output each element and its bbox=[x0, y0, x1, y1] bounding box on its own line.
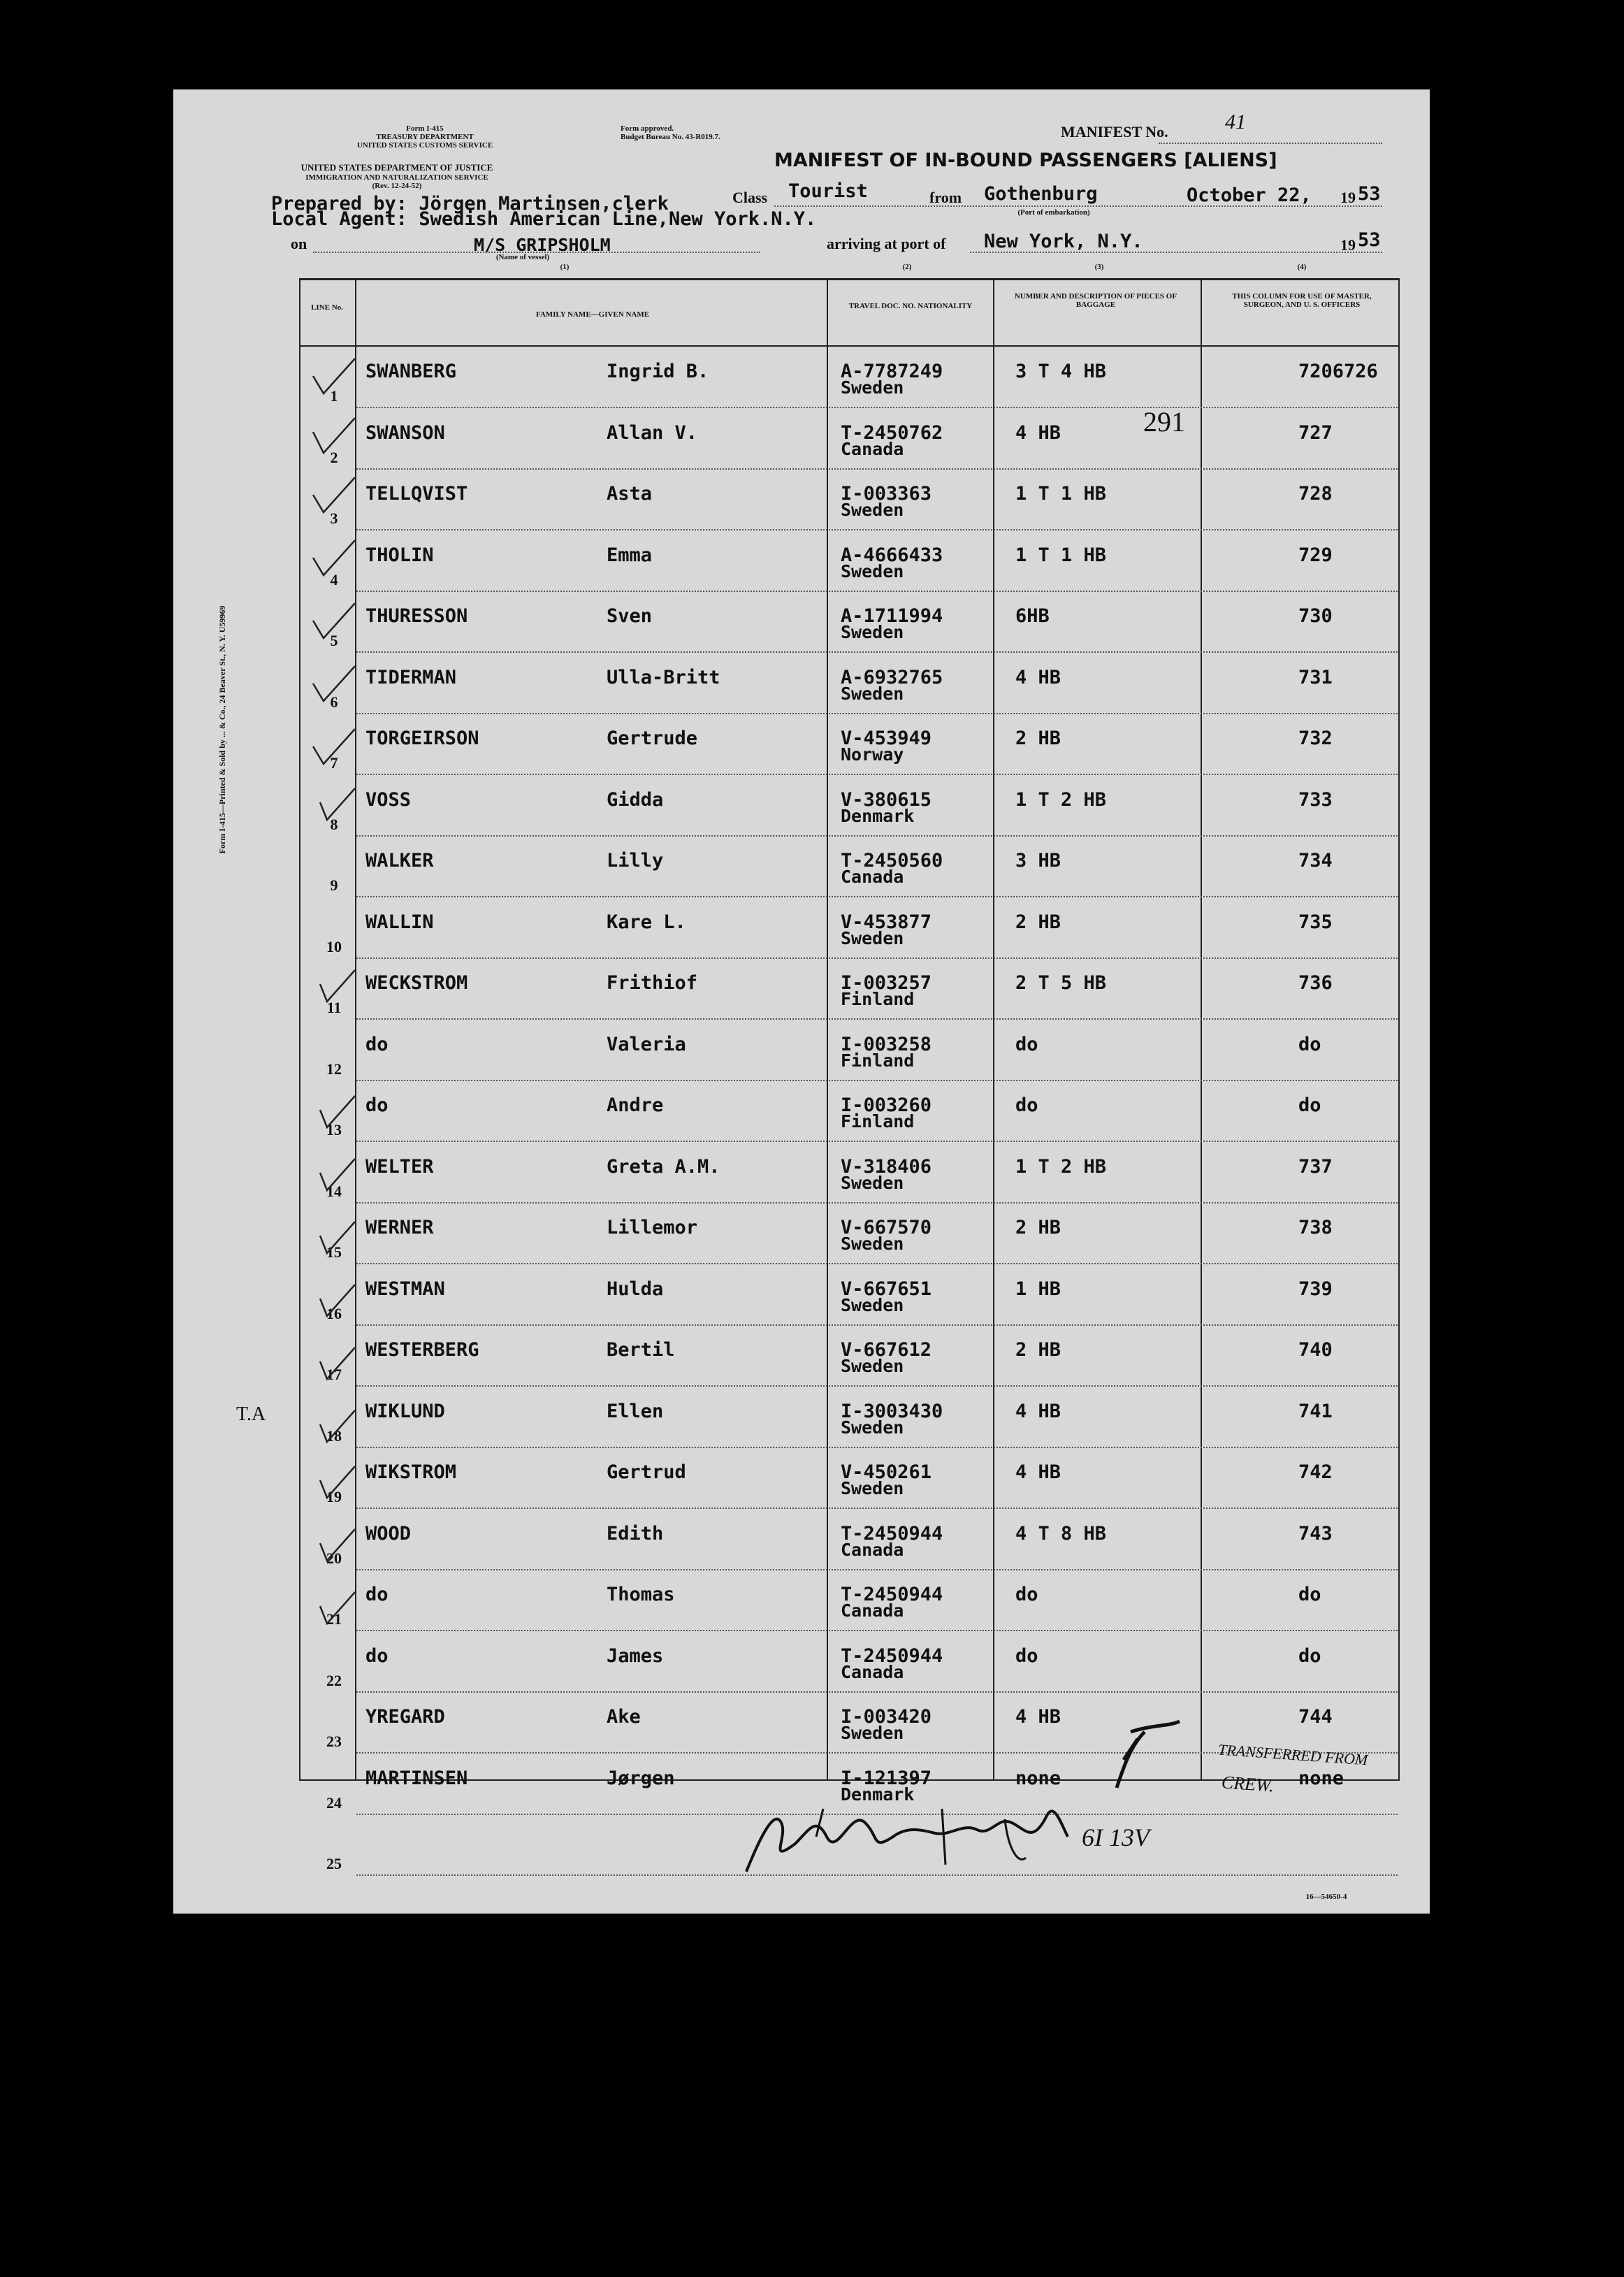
family-name: WALLIN bbox=[365, 911, 434, 933]
line-number: 21 bbox=[326, 1610, 342, 1628]
arrival-port: New York, N.Y. bbox=[984, 231, 1143, 252]
nationality: Sweden bbox=[841, 1417, 904, 1438]
nationality: Canada bbox=[841, 1600, 904, 1621]
header-name: FAMILY NAME—GIVEN NAME bbox=[535, 310, 650, 319]
travel-doc-number: I-003420 bbox=[841, 1706, 932, 1728]
from-port: Gothenburg bbox=[984, 183, 1098, 205]
baggage: 2 HB bbox=[1015, 911, 1061, 933]
travel-doc-number: V-453877 bbox=[841, 911, 932, 933]
officer-number: 727 bbox=[1298, 421, 1333, 444]
line-number: 2 bbox=[330, 448, 338, 466]
given-name: Gertrude bbox=[607, 728, 698, 749]
line-number: 20 bbox=[326, 1549, 342, 1567]
baggage: 2 T 5 HB bbox=[1015, 972, 1107, 994]
baggage: 1 T 2 HB bbox=[1015, 788, 1107, 811]
travel-doc-number: T-2450762 bbox=[841, 421, 943, 444]
line-number: 3 bbox=[330, 509, 338, 527]
line-number: 7 bbox=[330, 754, 338, 772]
justice-dept: UNITED STATES DEPARTMENT OF JUSTICE bbox=[300, 162, 493, 173]
family-name: WIKSTROM bbox=[365, 1461, 457, 1483]
baggage: 4 HB bbox=[1015, 1400, 1061, 1422]
nationality: Finland bbox=[841, 1111, 915, 1132]
family-name: WESTMAN bbox=[365, 1278, 445, 1300]
revision: (Rev. 12-24-52) bbox=[372, 182, 422, 190]
family-name: WECKSTROM bbox=[365, 972, 468, 994]
baggage: 1 HB bbox=[1015, 1278, 1061, 1300]
officer-number: 743 bbox=[1298, 1522, 1333, 1545]
family-name: TORGEIRSON bbox=[365, 728, 479, 749]
line-number: 10 bbox=[326, 937, 342, 955]
line-number: 17 bbox=[326, 1366, 342, 1383]
line-number: 25 bbox=[326, 1855, 342, 1872]
line-number: 8 bbox=[330, 815, 338, 833]
line-number: 1 bbox=[330, 387, 338, 405]
margin-mark: T.A bbox=[236, 1403, 266, 1425]
vessel-caption: (Name of vessel) bbox=[495, 253, 550, 261]
nationality: Norway bbox=[841, 744, 904, 765]
customs-service: UNITED STATES CUSTOMS SERVICE bbox=[356, 141, 493, 150]
officer-number: do bbox=[1298, 1094, 1321, 1116]
travel-doc-number: V-453949 bbox=[841, 728, 932, 749]
given-name: Gidda bbox=[607, 788, 664, 811]
baggage: 3 T 4 HB bbox=[1015, 361, 1107, 382]
year-value: 53 bbox=[1358, 183, 1381, 205]
travel-doc-number: A-6932765 bbox=[841, 666, 943, 688]
baggage: do bbox=[1015, 1094, 1038, 1116]
nationality: Sweden bbox=[841, 1294, 904, 1315]
officer-number: 738 bbox=[1298, 1217, 1333, 1238]
nationality: Sweden bbox=[841, 1723, 904, 1743]
travel-doc-number: T-2450944 bbox=[841, 1522, 943, 1545]
family-name: THURESSON bbox=[365, 605, 468, 627]
officer-number: none bbox=[1298, 1767, 1344, 1789]
given-name: Ingrid B. bbox=[607, 361, 709, 382]
family-name: MARTINSEN bbox=[365, 1767, 468, 1789]
local-agent: Local Agent: Swedish American Line,New York.N.Y. bbox=[271, 208, 817, 230]
manifest-number: 41 bbox=[1225, 110, 1246, 133]
family-name: do bbox=[365, 1033, 389, 1055]
year-prefix: 19 bbox=[1340, 189, 1356, 206]
officer-number: 744 bbox=[1298, 1706, 1333, 1728]
line-number: 15 bbox=[326, 1243, 342, 1261]
line-number: 22 bbox=[326, 1671, 342, 1689]
budget-bureau: Budget Bureau No. 43-R019.7. bbox=[621, 133, 720, 141]
given-name: Edith bbox=[607, 1522, 664, 1545]
family-name: WELTER bbox=[365, 1155, 434, 1178]
col-number-4: (4) bbox=[1297, 263, 1307, 271]
nationality: Sweden bbox=[841, 683, 904, 704]
officer-number: 734 bbox=[1298, 850, 1333, 872]
travel-doc-number: A-1711994 bbox=[841, 605, 943, 627]
manifest-label: MANIFEST No. bbox=[1061, 123, 1168, 140]
departure-date: October 22, bbox=[1187, 185, 1312, 206]
form-approved: Form approved. bbox=[621, 124, 674, 133]
given-name: Allan V. bbox=[607, 421, 698, 444]
col-number-1: (1) bbox=[560, 263, 570, 271]
family-name: SWANSON bbox=[365, 421, 445, 444]
crew-note: CREW. bbox=[1221, 1772, 1275, 1796]
family-name: YREGARD bbox=[365, 1706, 445, 1728]
baggage: 4 HB bbox=[1015, 666, 1061, 688]
officer-number: 736 bbox=[1298, 972, 1333, 994]
travel-doc-number: I-003363 bbox=[841, 483, 932, 505]
transferred-note: TRANSFERRED FROM bbox=[1217, 1740, 1369, 1769]
baggage: 4 HB bbox=[1015, 1706, 1061, 1728]
nationality: Sweden bbox=[841, 500, 904, 520]
check-slash bbox=[1103, 1718, 1187, 1795]
nationality: Canada bbox=[841, 1539, 904, 1560]
officer-number: 729 bbox=[1298, 544, 1333, 566]
port-embark-caption: (Port of embarkation) bbox=[1017, 208, 1090, 217]
given-name: Frithiof bbox=[607, 972, 698, 994]
family-name: SWANBERG bbox=[365, 361, 457, 382]
nationality: Denmark bbox=[841, 1784, 915, 1805]
officer-number: do bbox=[1298, 1644, 1321, 1667]
given-name: Lillemor bbox=[607, 1217, 698, 1238]
given-name: Sven bbox=[607, 605, 653, 627]
travel-doc-number: V-667651 bbox=[841, 1278, 932, 1300]
travel-doc-number: T-2450560 bbox=[841, 850, 943, 872]
header-officers: THIS COLUMN FOR USE OF MASTER, SURGEON, AND U. S. OFFICERS bbox=[1232, 292, 1372, 309]
family-name: WESTERBERG bbox=[365, 1339, 479, 1361]
given-name: Ake bbox=[607, 1706, 641, 1728]
nationality: Sweden bbox=[841, 927, 904, 948]
given-name: Hulda bbox=[607, 1278, 664, 1300]
line-number: 9 bbox=[330, 876, 338, 894]
line-number: 24 bbox=[326, 1793, 342, 1812]
line-number: 11 bbox=[326, 999, 342, 1016]
year2-value: 53 bbox=[1358, 229, 1381, 251]
nationality: Sweden bbox=[841, 561, 904, 581]
given-name: Emma bbox=[607, 544, 653, 566]
baggage: 1 T 1 HB bbox=[1015, 544, 1107, 566]
given-name: James bbox=[607, 1644, 664, 1667]
manifest-page bbox=[173, 89, 1430, 1914]
given-name: Valeria bbox=[607, 1033, 686, 1055]
year2-prefix: 19 bbox=[1340, 236, 1356, 254]
ins-service: IMMIGRATION AND NATURALIZATION SERVICE bbox=[305, 173, 488, 182]
baggage: 1 T 1 HB bbox=[1015, 483, 1107, 505]
officer-number: 741 bbox=[1298, 1400, 1333, 1422]
given-name: Lilly bbox=[607, 850, 664, 872]
family-name: do bbox=[365, 1644, 389, 1667]
given-name: Greta A.M. bbox=[607, 1155, 720, 1178]
nationality: Canada bbox=[841, 438, 904, 459]
header-doc: TRAVEL DOC. NO. NATIONALITY bbox=[848, 302, 973, 310]
line-number: 23 bbox=[326, 1733, 342, 1750]
officer-number: 742 bbox=[1298, 1461, 1333, 1483]
given-name: Bertil bbox=[607, 1339, 675, 1361]
class-label: Class bbox=[732, 189, 768, 206]
travel-doc-number: I-003257 bbox=[841, 972, 932, 994]
given-name: Asta bbox=[607, 483, 653, 505]
travel-doc-number: V-667612 bbox=[841, 1339, 932, 1361]
line-number: 16 bbox=[326, 1304, 342, 1322]
family-name: WOOD bbox=[365, 1522, 412, 1545]
side-imprint: Form I-415—Printed & Sold by ... & Co., 24 Beaver St., N. Y. U59969 bbox=[217, 605, 227, 854]
nationality: Canada bbox=[841, 867, 904, 887]
baggage: do bbox=[1015, 1033, 1038, 1055]
family-name: WERNER bbox=[365, 1217, 434, 1238]
travel-doc-number: V-380615 bbox=[841, 788, 932, 811]
baggage: 4 T 8 HB bbox=[1015, 1522, 1107, 1545]
line-number: 4 bbox=[330, 570, 338, 588]
line-number: 18 bbox=[326, 1426, 342, 1445]
officer-number: 731 bbox=[1298, 666, 1333, 688]
manifest-title: MANIFEST OF IN-BOUND PASSENGERS [ALIENS] bbox=[774, 150, 1277, 171]
officer-signature bbox=[732, 1795, 1096, 1886]
travel-doc-number: T-2450944 bbox=[841, 1584, 943, 1605]
vessel-name: M/S GRIPSHOLM bbox=[474, 235, 611, 255]
family-name: WALKER bbox=[365, 850, 434, 872]
header-line-no: LINE No. bbox=[311, 303, 343, 312]
baggage: none bbox=[1015, 1767, 1061, 1789]
from-label: from bbox=[929, 189, 962, 206]
travel-doc-number: A-7787249 bbox=[841, 361, 943, 382]
baggage: 2 HB bbox=[1015, 1339, 1061, 1361]
line-number: 6 bbox=[330, 693, 338, 711]
nationality: Canada bbox=[841, 1661, 904, 1682]
officer-number: 740 bbox=[1298, 1339, 1333, 1361]
line-number: 12 bbox=[326, 1060, 342, 1078]
line-number: 19 bbox=[326, 1488, 342, 1505]
col-number-3: (3) bbox=[1094, 263, 1104, 271]
nationality: Denmark bbox=[841, 805, 915, 826]
travel-doc-number: V-667570 bbox=[841, 1217, 932, 1238]
officer-number: 730 bbox=[1298, 605, 1333, 627]
family-name: do bbox=[365, 1094, 389, 1116]
margin-checkmarks bbox=[271, 355, 369, 1795]
footer-code: 16—54650-4 bbox=[1305, 1893, 1347, 1901]
line-number: 14 bbox=[326, 1182, 342, 1200]
baggage: 4 HB bbox=[1015, 421, 1061, 444]
given-name: Andre bbox=[607, 1094, 664, 1116]
baggage: do bbox=[1015, 1584, 1038, 1605]
officer-number: 7206726 bbox=[1298, 361, 1378, 382]
travel-doc-number: V-318406 bbox=[841, 1155, 932, 1178]
given-name: Gertrud bbox=[607, 1461, 686, 1483]
col-number-2: (2) bbox=[902, 263, 912, 271]
family-name: WIKLUND bbox=[365, 1400, 445, 1422]
family-name: VOSS bbox=[365, 788, 412, 811]
baggage: 2 HB bbox=[1015, 1217, 1061, 1238]
class-value: Tourist bbox=[788, 180, 868, 202]
officer-number: 728 bbox=[1298, 483, 1333, 505]
travel-doc-number: A-4666433 bbox=[841, 544, 943, 566]
line-number: 13 bbox=[326, 1121, 342, 1138]
nationality: Sweden bbox=[841, 1172, 904, 1193]
header-baggage: NUMBER AND DESCRIPTION OF PIECES OF BAGGAGE bbox=[1014, 292, 1177, 309]
nationality: Sweden bbox=[841, 377, 904, 398]
signature-tail: 6I 13V bbox=[1082, 1823, 1150, 1851]
travel-doc-number: I-003258 bbox=[841, 1033, 932, 1055]
baggage: 4 HB bbox=[1015, 1461, 1061, 1483]
baggage: do bbox=[1015, 1644, 1038, 1667]
nationality: Finland bbox=[841, 1050, 915, 1071]
given-name: Ulla-Britt bbox=[607, 666, 720, 688]
line-number: 5 bbox=[330, 632, 338, 649]
form-number: Form I-415 bbox=[406, 124, 444, 133]
nationality: Sweden bbox=[841, 1478, 904, 1498]
page-stamp: 291 bbox=[1143, 406, 1185, 438]
officer-number: 732 bbox=[1298, 728, 1333, 749]
officer-number: 733 bbox=[1298, 788, 1333, 811]
officer-number: 737 bbox=[1298, 1155, 1333, 1178]
on-label: on bbox=[291, 235, 307, 252]
baggage: 3 HB bbox=[1015, 850, 1061, 872]
officer-number: do bbox=[1298, 1033, 1321, 1055]
nationality: Sweden bbox=[841, 1356, 904, 1376]
arriving-label: arriving at port of bbox=[827, 235, 946, 252]
officer-number: 739 bbox=[1298, 1278, 1333, 1300]
baggage: 1 T 2 HB bbox=[1015, 1155, 1107, 1178]
travel-doc-number: I-121397 bbox=[841, 1767, 932, 1789]
family-name: do bbox=[365, 1584, 389, 1605]
baggage: 2 HB bbox=[1015, 728, 1061, 749]
prepared-by: Prepared by: Jörgen Martinsen,clerk bbox=[271, 193, 669, 215]
travel-doc-number: I-003260 bbox=[841, 1094, 932, 1116]
nationality: Sweden bbox=[841, 622, 904, 642]
given-name: Thomas bbox=[607, 1584, 675, 1605]
travel-doc-number: I-3003430 bbox=[841, 1400, 943, 1422]
officer-number: do bbox=[1298, 1584, 1321, 1605]
given-name: Kare L. bbox=[607, 911, 686, 933]
given-name: Ellen bbox=[607, 1400, 664, 1422]
travel-doc-number: V-450261 bbox=[841, 1461, 932, 1483]
officer-number: 735 bbox=[1298, 911, 1333, 933]
nationality: Finland bbox=[841, 989, 915, 1009]
treasury-dept: TREASURY DEPARTMENT bbox=[376, 133, 474, 141]
family-name: THOLIN bbox=[365, 544, 434, 566]
travel-doc-number: T-2450944 bbox=[841, 1644, 943, 1667]
family-name: TIDERMAN bbox=[365, 666, 457, 688]
given-name: Jørgen bbox=[607, 1767, 675, 1789]
baggage: 6HB bbox=[1015, 605, 1050, 627]
nationality: Sweden bbox=[841, 1234, 904, 1254]
family-name: TELLQVIST bbox=[365, 483, 468, 505]
